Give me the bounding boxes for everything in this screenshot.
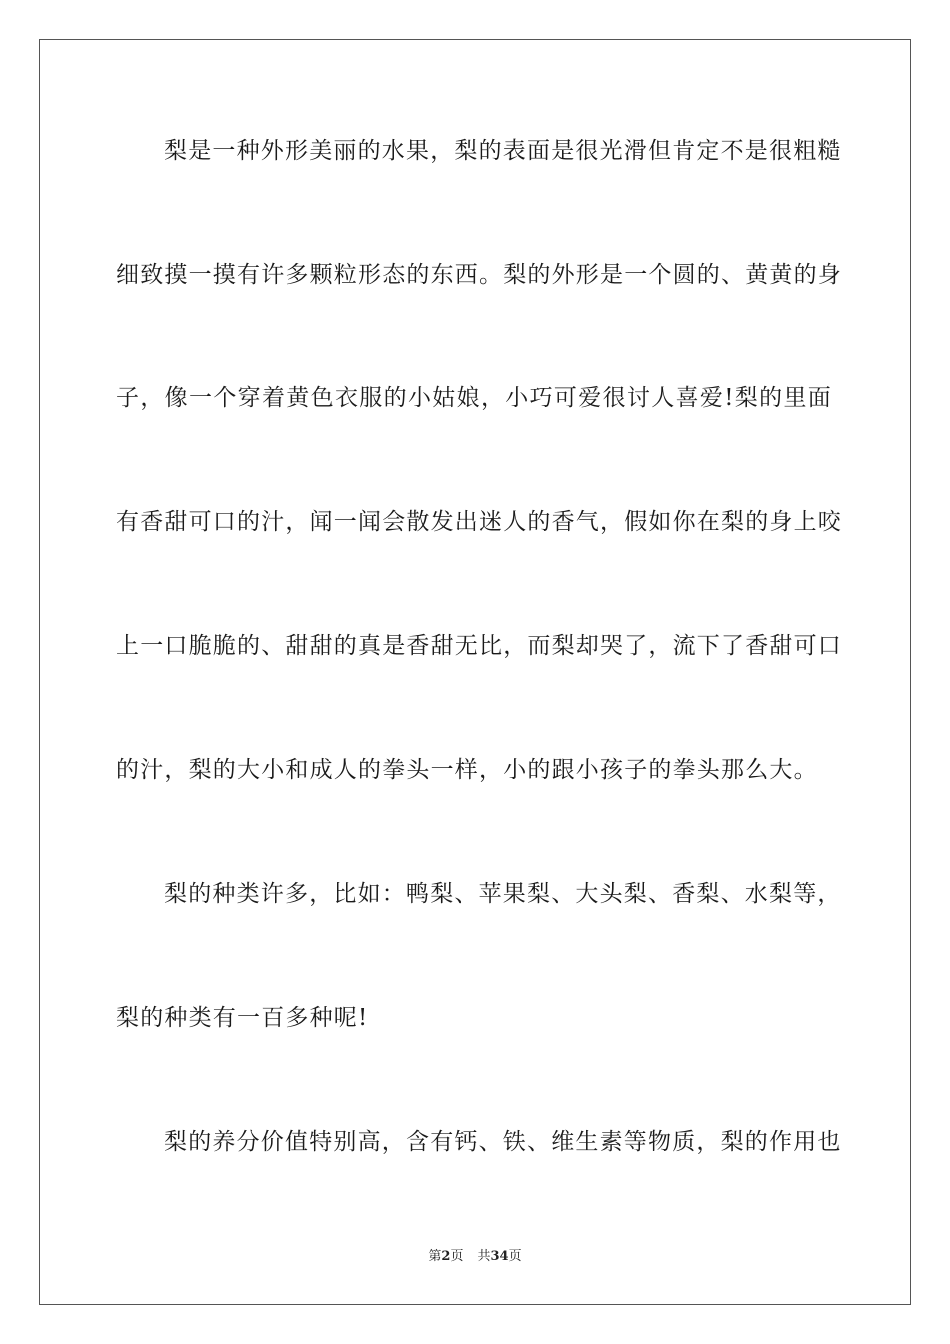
page-prefix: 第: [428, 1249, 442, 1264]
page-number: 2: [441, 1249, 451, 1264]
paragraph-1-line-3: 子，像一个穿着黄色衣服的小姑娘，小巧可爱很讨人喜爱!梨的里面: [116, 385, 832, 411]
paragraph-2-line-2: 梨的种类有一百多种呢!: [116, 1005, 369, 1031]
total-suffix: 页: [508, 1249, 522, 1264]
paragraph-1-line-5: 上一口脆脆的、甜甜的真是香甜无比，而梨却哭了，流下了香甜可口: [116, 633, 842, 659]
paragraph-3-line-1: 梨的养分价值特别高，含有钙、铁、维生素等物质，梨的作用也: [164, 1129, 842, 1155]
total-pages: 34: [490, 1249, 509, 1264]
page-border: [39, 39, 911, 1305]
page-footer: [0, 1248, 950, 1266]
paragraph-1-line-1: 梨是一种外形美丽的水果，梨的表面是很光滑但肯定不是很粗糙: [164, 138, 842, 164]
paragraph-2-line-1: 梨的种类许多，比如：鸭梨、苹果梨、大头梨、香梨、水梨等，: [164, 881, 842, 907]
paragraph-1-line-2: 细致摸一摸有许多颗粒形态的东西。梨的外形是一个圆的、黄黄的身: [116, 262, 842, 288]
total-prefix: 共: [477, 1249, 491, 1264]
paragraph-1-line-6: 的汁，梨的大小和成人的拳头一样，小的跟小孩子的拳头那么大。: [116, 757, 818, 783]
page-suffix: 页: [450, 1249, 464, 1264]
paragraph-1-line-4: 有香甜可口的汁，闻一闻会散发出迷人的香气，假如你在梨的身上咬: [116, 509, 842, 535]
